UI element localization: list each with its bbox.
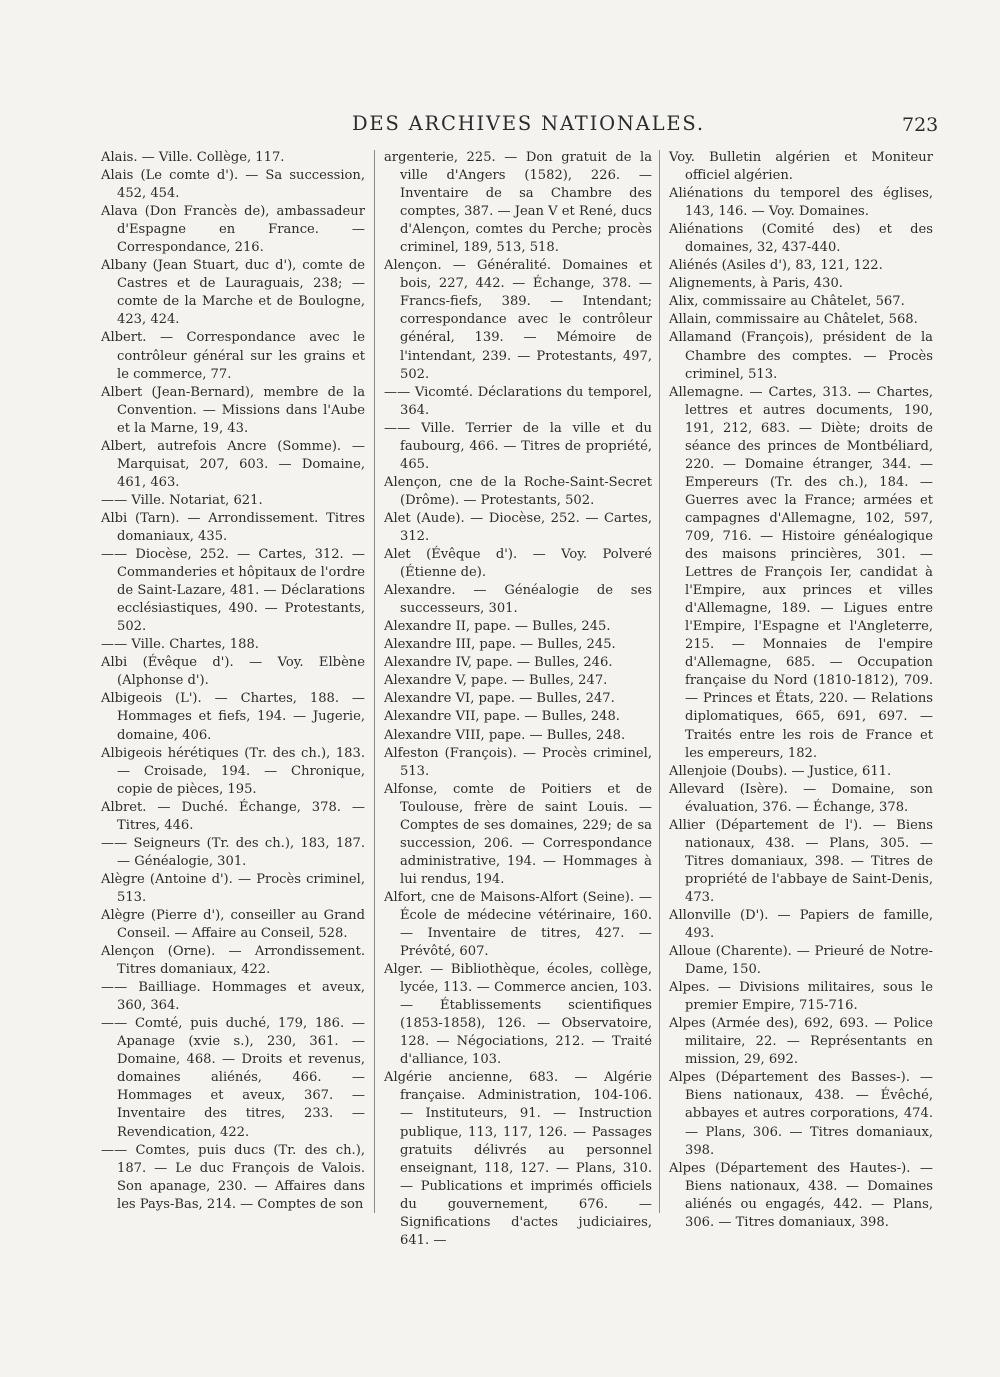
index-entry: Alençon, cne de la Roche-Saint-Secret (Drôme). — Protestants, 502. <box>384 474 652 508</box>
column-divider <box>659 150 660 1213</box>
index-entry: Alègre (Antoine d'). — Procès criminel, 513. <box>101 871 365 905</box>
index-entry: Voy. Bulletin algérien et Moniteur officiel algérien. <box>669 150 933 184</box>
index-entry: Alpes (Armée des), 692, 693. — Police militaire, 22. — Représentants en mission, 29, 692. <box>669 1016 933 1068</box>
index-entry: Albert, autrefois Ancre (Somme). — Marquisat, 207, 603. — Domaine, 461, 463. <box>101 438 365 490</box>
index-entry: Allenjoie (Doubs). — Justice, 611. <box>669 763 892 779</box>
index-entry: Alexandre VI, pape. — Bulles, 247. <box>384 691 615 707</box>
index-entry: Alègre (Pierre d'), conseiller au Grand Conseil. — Affaire au Conseil, 528. <box>101 907 365 942</box>
index-entry: Albert (Jean-Bernard), membre de la Convention. — Missions dans l'Aube et la Marne, 19, 43. <box>101 384 365 436</box>
index-entry: Alais. — Ville. Collège, 117. <box>101 150 285 165</box>
index-entry: Algérie ancienne, 683. — Algérie française. Administration, 104-106. — Instituteurs, 91. — Instruction publique, 113, 117, 126. — Passages gratuits délivrés au personnel enseignant, 118, 127. — Plans, 310. — Publications et imprimés officiels du gouvernement, 676. — Significations d'actes judiciaires, 641. — <box>384 1070 652 1248</box>
index-entry: Alignements, à Paris, 430. <box>669 276 843 292</box>
index-entry: Alexandre. — Généalogie de ses successeurs, 301. <box>384 583 652 617</box>
index-entry: Alger. — Bibliothèque, écoles, collège, lycée, 113. — Commerce ancien, 103. — Établissements scientifiques (1853-1858), 126. — Observatoire, 128. — Négociations, 212. — Traité d'alliance, 103. <box>384 962 652 1068</box>
index-entry: Aliénations (Comité des) et des domaines, 32, 437-440. <box>669 222 933 256</box>
index-entry: Alais (Le comte d'). — Sa succession, 452, 454. <box>101 168 365 202</box>
index-entry: —— Bailliage. Hommages et aveux, 360, 364. <box>101 980 365 1014</box>
index-column-1 <box>101 149 365 1214</box>
index-entry: Albany (Jean Stuart, duc d'), comte de Castres et de Lauraguais, 238; — comte de la Marche et de Boulogne, 423, 424. <box>101 258 365 328</box>
index-entry: Allier (Département de l'). — Biens nationaux, 438. — Plans, 305. — Titres domaniaux, 398. — Titres de propriété de l'abbaye de Saint-Denis, 473. <box>669 817 933 905</box>
index-entry: —— Ville. Terrier de la ville et du faubourg, 466. — Titres de propriété, 465. <box>384 420 652 472</box>
column-divider <box>374 150 375 1213</box>
page-number: 723 <box>902 114 939 136</box>
index-entry: Albi (Évêque d'). — Voy. Elbène (Alphonse d'). <box>101 655 365 689</box>
index-entry: Alpes. — Divisions militaires, sous le premier Empire, 715-716. <box>669 980 933 1014</box>
running-title: DES ARCHIVES NATIONALES. <box>352 112 705 135</box>
index-entry: —— Comtes, puis ducs (Tr. des ch.), 187. — Le duc François de Valois. Son apanage, 230. — Affaires dans les Pays-Bas, 214. — Comptes de son <box>101 1142 365 1212</box>
index-entry: Albert. — Correspondance avec le contrôleur général sur les grains et le commerce, 77. <box>101 330 365 382</box>
index-entry: —— Comté, puis duché, 179, 186. — Apanage (xvie s.), 230, 361. — Domaine, 468. — Droits et revenus, domaines aliénés, 466. — Hommages et aveux, 367. — Inventaire des titres, 233. — Revendication, 422. <box>101 1016 365 1140</box>
index-entry: argenterie, 225. — Don gratuit de la ville d'Angers (1582), 226. — Inventaire de sa Chambre des comptes, 387. — Jean V et René, ducs d'Alençon, comtes du Perche; procès criminel, 189, 513, 518. <box>384 150 652 256</box>
index-entry: Alpes (Département des Hautes-). — Biens nationaux, 438. — Domaines aliénés ou engagés, 442. — Plans, 306. — Titres domaniaux, 398. <box>669 1160 933 1230</box>
index-entry: Alexandre II, pape. — Bulles, 245. <box>384 619 611 635</box>
index-entry: Alfonse, comte de Poitiers et de Toulouse, frère de saint Louis. — Comptes de ses domaines, 229; de sa succession, 206. — Correspondance administrative, 194. — Hommages à lui rendus, 194. <box>384 781 652 887</box>
index-entry: —— Vicomté. Déclarations du temporel, 364. <box>384 384 652 418</box>
index-entry: —— Ville. Chartes, 188. <box>101 637 259 653</box>
index-entry: Alexandre IV, pape. — Bulles, 246. <box>384 655 613 671</box>
index-entry: Alix, commissaire au Châtelet, 567. <box>669 294 905 310</box>
page-header <box>0 112 1000 142</box>
index-entry: Albret. — Duché. Échange, 378. — Titres, 446. <box>101 799 365 833</box>
index-entry: Alpes (Département des Basses-). — Biens nationaux, 438. — Évêché, abbayes et autres corporations, 474. — Plans, 306. — Titres domaniaux, 398. <box>669 1070 933 1158</box>
index-entry: Alfort, cne de Maisons-Alfort (Seine). — École de médecine vétérinaire, 160. — Inventaire de titres, 427. — Prévôté, 607. <box>384 889 652 960</box>
index-entry: Alfeston (François). — Procès criminel, 513. <box>384 745 652 779</box>
index-entry: Alexandre VIII, pape. — Bulles, 248. <box>384 727 626 743</box>
index-entry: Allevard (Isère). — Domaine, son évaluation, 376. — Échange, 378. <box>669 781 933 815</box>
index-entry: Alexandre III, pape. — Bulles, 245. <box>384 637 616 653</box>
index-entry: Allonville (D'). — Papiers de famille, 493. <box>669 907 933 942</box>
index-entry: Alet (Aude). — Diocèse, 252. — Cartes, 312. <box>384 510 652 544</box>
index-entry: Alexandre VII, pape. — Bulles, 248. <box>384 709 620 725</box>
index-entry: Aliénés (Asiles d'), 83, 121, 122. <box>669 258 883 274</box>
index-entry: Allemagne. — Cartes, 313. — Chartes, lettres et autres documents, 190, 191, 212, 683. — Diète; droits de séance des princes de Montbéliard, 220. — Domaine étranger, 344. — Empereurs (Tr. des ch.), 184. — Guerres avec la France; armées et campagnes d'Allemagne, 102, 597, 709, 716. — Histoire généalogique des maisons princières, 301. — Lettres de François Ier, candidat à l'Empire, aux princes et villes d'Allemagne, 189. — Ligues entre l'Empire, l'Espagne et l'Angleterre, 215. — Monnaies de l'empire d'Allemagne, 685. — Occupation française du Nord (1810-1812), 709. — Princes et États, 220. — Relations diplomatiques, 665, 691, 697. — Traités entre les rois de France et les empereurs, 182. <box>669 384 933 761</box>
index-entry: Allain, commissaire au Châtelet, 568. <box>669 312 918 328</box>
index-entry: Alava (Don Francès de), ambassadeur d'Espagne en France. — Correspondance, 216. <box>101 204 365 256</box>
index-entry: —— Ville. Notariat, 621. <box>101 492 263 508</box>
index-entry: —— Diocèse, 252. — Cartes, 312. — Commanderies et hôpitaux de l'ordre de Saint-Lazare, 481. — Déclarations ecclésiastiques, 490. — Protestants, 502. <box>101 547 365 635</box>
index-entry: Aliénations du temporel des églises, 143, 146. — Voy. Domaines. <box>669 186 933 220</box>
index-entry: Allamand (François), président de la Chambre des comptes. — Procès criminel, 513. <box>669 330 933 382</box>
index-entry: Alet (Évêque d'). — Voy. Polveré (Étienne de). <box>384 547 652 581</box>
index-entry: Alençon (Orne). — Arrondissement. Titres domaniaux, 422. <box>101 944 365 978</box>
index-entry: —— Seigneurs (Tr. des ch.), 183, 187. — Généalogie, 301. <box>101 835 365 869</box>
index-column-2 <box>384 149 652 1250</box>
index-column-3 <box>669 149 933 1232</box>
index-entry: Alloue (Charente). — Prieuré de Notre-Dame, 150. <box>669 944 933 978</box>
index-entry: Albigeois hérétiques (Tr. des ch.), 183. — Croisade, 194. — Chronique, copie de pièces, 195. <box>101 745 365 797</box>
index-entry: Alençon. — Généralité. Domaines et bois, 227, 442. — Échange, 378. — Francs-fiefs, 389. — Intendant; correspondance avec le contrôleur général, 139. — Mémoire de l'intendant, 239. — Protestants, 497, 502. <box>384 258 652 382</box>
index-entry: Albi (Tarn). — Arrondissement. Titres domaniaux, 435. <box>101 510 365 544</box>
index-entry: Alexandre V, pape. — Bulles, 247. <box>384 673 608 689</box>
index-entry: Albigeois (L'). — Chartes, 188. — Hommages et fiefs, 194. — Jugerie, domaine, 406. <box>101 691 365 743</box>
